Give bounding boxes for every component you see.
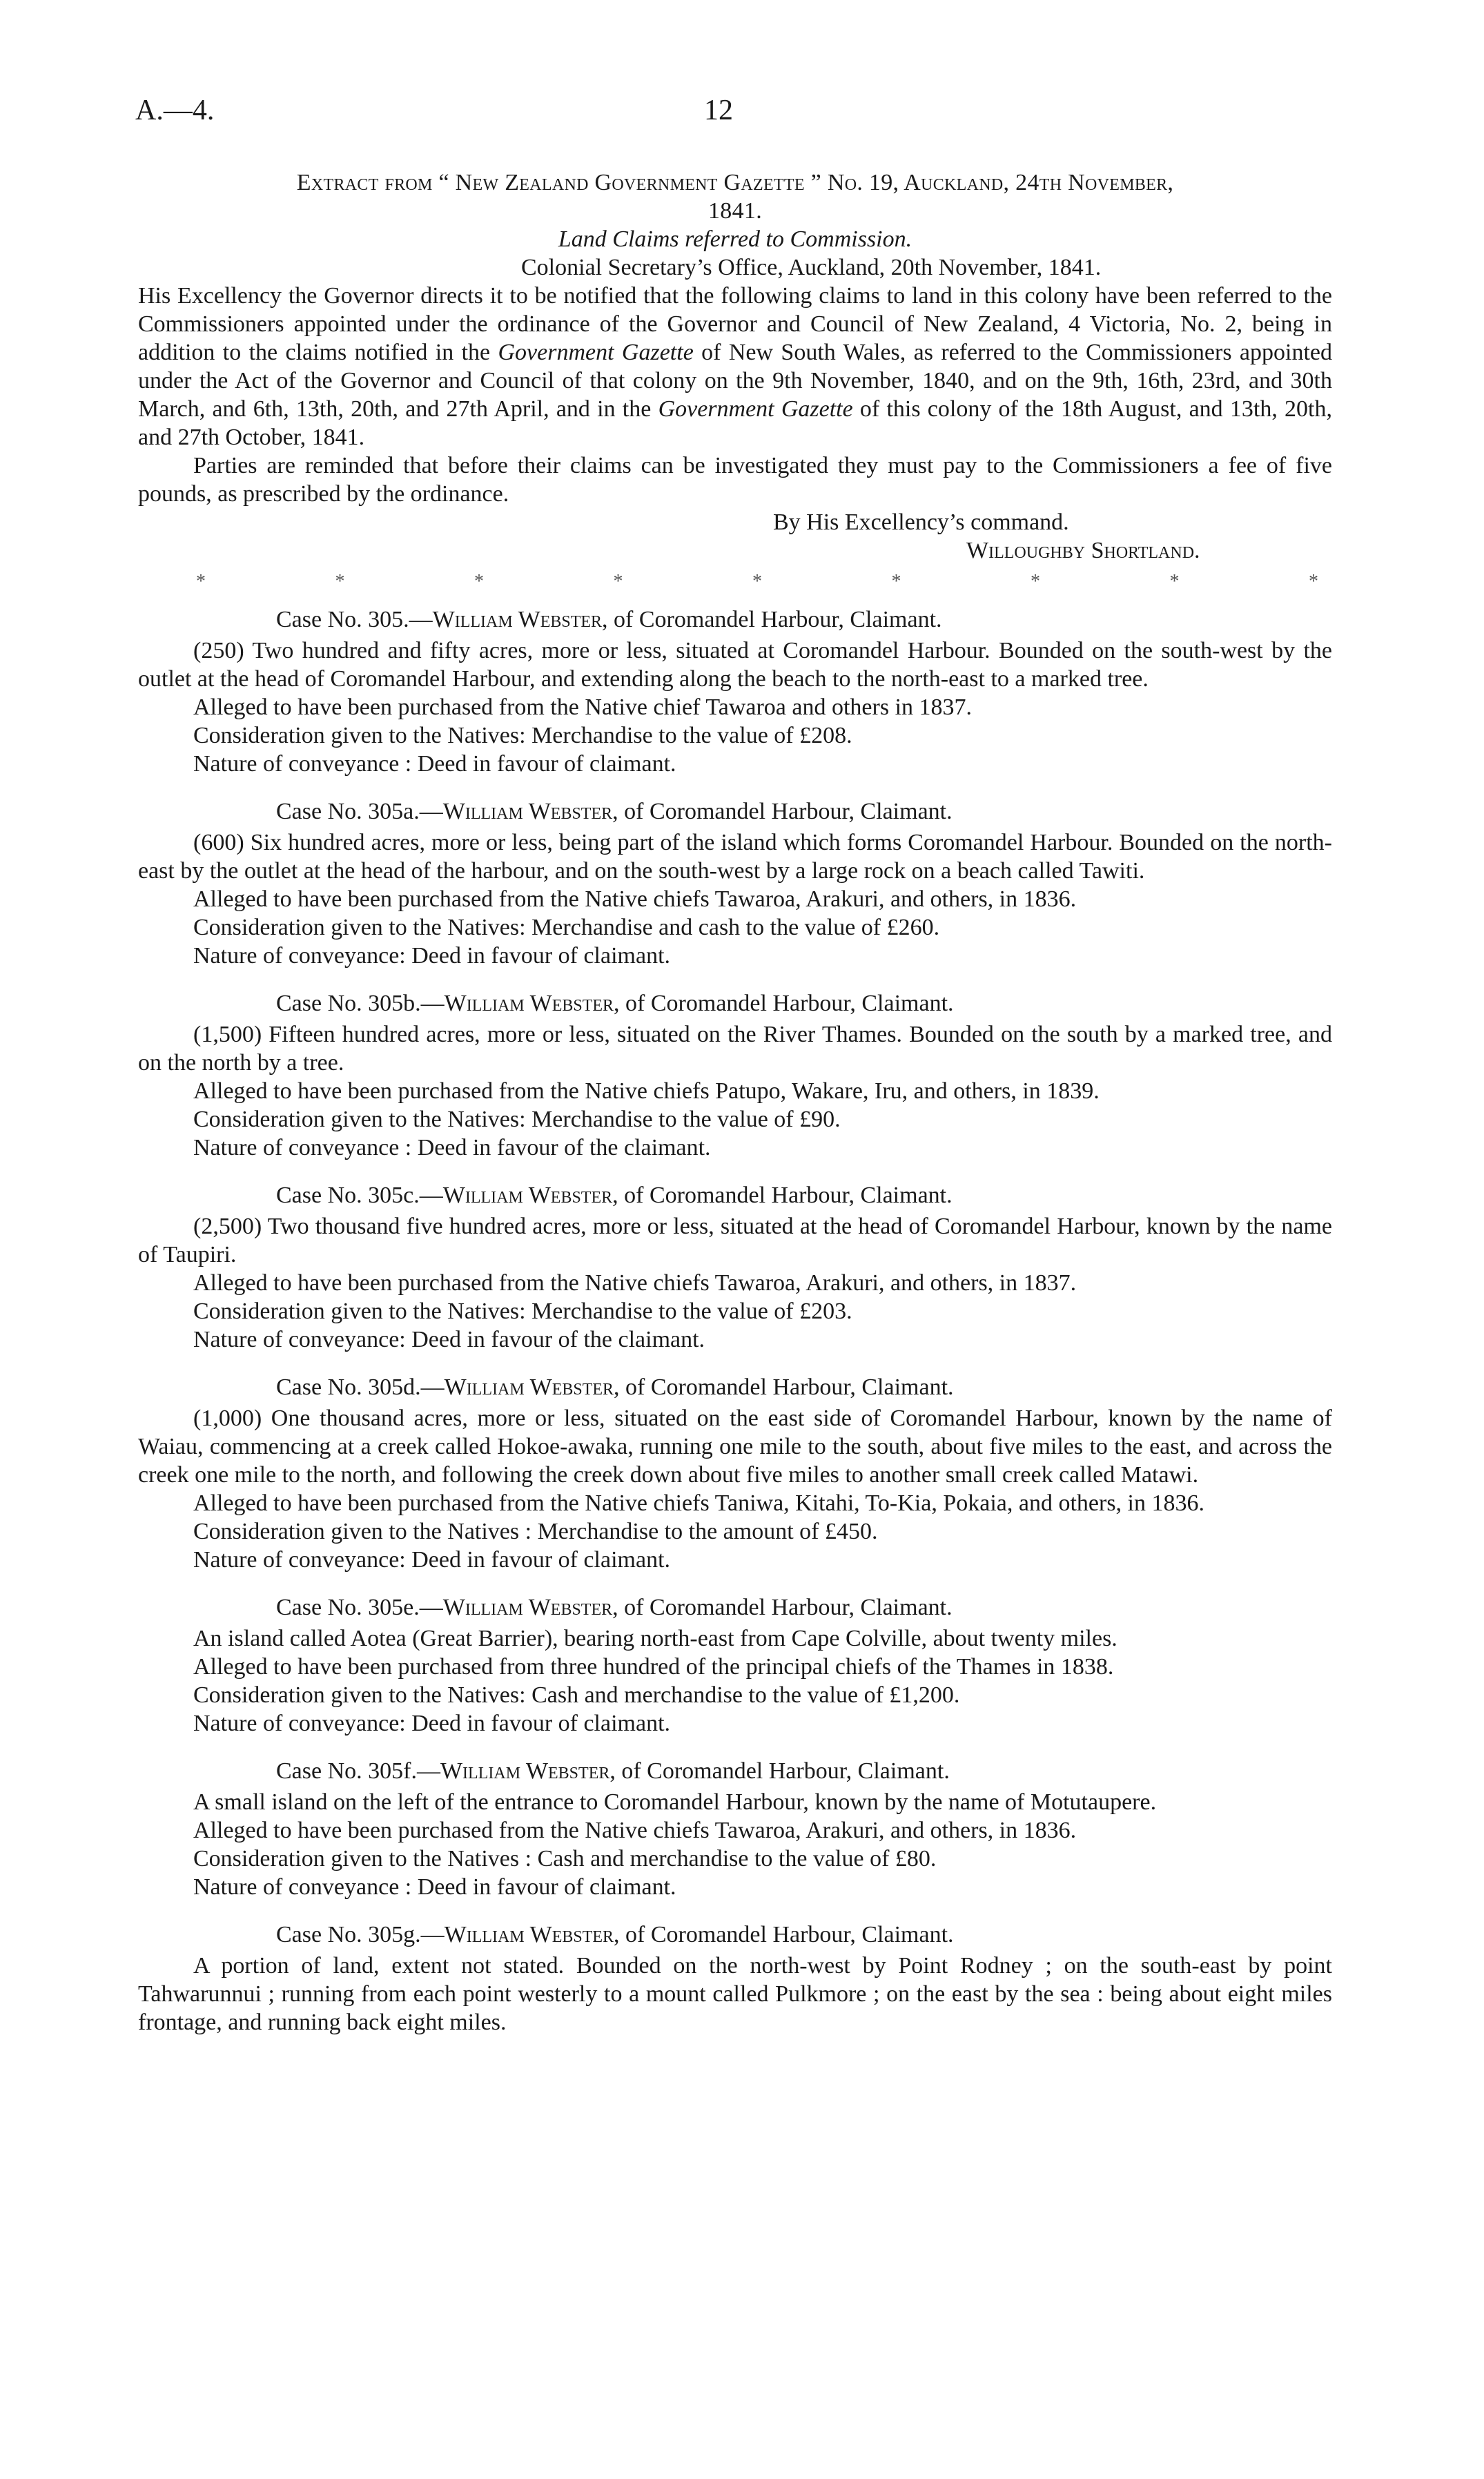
case-number: Case No. 305d.— (276, 1374, 445, 1400)
case-heading (138, 1181, 1332, 1209)
claimant-name: William Webster, (444, 1922, 620, 1947)
case-detail-line: Consideration given to the Natives: Merchandise and cash to the value of £260. (193, 915, 940, 940)
claimant-name: William Webster, (442, 1595, 618, 1620)
case-description: (2,500) Two thousand five hundred acres, more or less, situated at the head of Coromandel Harbour, known by the name of Taupiri. (138, 1214, 1332, 1267)
claimant-name: William Webster, (442, 1183, 618, 1208)
case-detail-line: Consideration given to the Natives: Merchandise to the value of £203. (193, 1299, 852, 1324)
case-block (138, 1181, 1332, 1354)
claimant-location: of Coromandel Harbour, Claimant. (615, 1758, 950, 1784)
case-block (138, 989, 1332, 1162)
case-description: (1,500) Fifteen hundred acres, more or less, situated on the River Thames. Bounded on the south by a marked tree, and on the north by a tree. (138, 1022, 1332, 1076)
case-block (138, 1593, 1332, 1738)
case-heading (138, 1921, 1332, 1949)
case-detail-line: Nature of conveyance : Deed in favour of claimant. (193, 751, 676, 777)
case-list (138, 605, 1332, 2036)
case-detail-line: Consideration given to the Natives: Cash and merchandise to the value of £1,200. (193, 1682, 960, 1708)
case-detail-line: Alleged to have been purchased from the Native chiefs Patupo, Wakare, Iru, and others, in 1839. (193, 1078, 1100, 1104)
asterisk: * (1031, 571, 1040, 592)
asterisk: * (196, 571, 206, 592)
case-number: Case No. 305f.— (276, 1758, 440, 1784)
notice-text: of New South Wales, as referred to the Commissioners appointed under the Act of the Governor and Council of that colony on the 9th November, 1840, and on the 9th, 16th, 23rd, and 30th March, and 6th, 13th, 20th, and 27th April, and in the (138, 340, 1332, 422)
case-number: Case No. 305a.— (276, 799, 443, 824)
case-detail-line: Consideration given to the Natives : Cash and merchandise to the value of £80. (193, 1846, 937, 1872)
case-number: Case No. 305c.— (276, 1183, 443, 1208)
case-heading (138, 1757, 1332, 1785)
paper-reference: A.—4. (135, 95, 215, 126)
asterisk: * (752, 571, 762, 592)
case-description: An island called Aotea (Great Barrier), bearing north-east from Cape Colville, about twenty miles. (193, 1626, 1117, 1651)
extract-title (138, 168, 1332, 225)
claimant-location: of Coromandel Harbour, Claimant. (619, 1374, 954, 1400)
gazette-reference: Government Gazette (498, 340, 694, 365)
asterisk: * (1169, 571, 1180, 592)
claimant-location: of Coromandel Harbour, Claimant. (619, 991, 954, 1016)
case-block (138, 797, 1332, 970)
case-number: Case No. 305b.— (276, 991, 445, 1016)
notice-text: of this colony of the 18th August, and 13th, 20th, and 27th October, 1841. (138, 396, 1332, 450)
case-detail-line: Nature of conveyance: Deed in favour of claimant. (193, 943, 671, 969)
case-detail-line: Alleged to have been purchased from the Native chiefs Tawaroa, Arakuri, and others, in 1836. (193, 1818, 1077, 1843)
page-header (0, 97, 1484, 138)
section-subtitle: Land Claims referred to Commission. (558, 226, 912, 252)
office-dateline: Colonial Secretary’s Office, Auckland, 20th November, 1841. (521, 255, 1102, 280)
case-detail-line: Alleged to have been purchased from the Native chiefs Tawaroa, Arakuri, and others, in 1836. (193, 886, 1077, 912)
signature: Willoughby Shortland. (966, 538, 1200, 563)
case-description: (250) Two hundred and fifty acres, more or less, situated at Coromandel Harbour. Bounded on the south-west by the outlet at the head of Coromandel Harbour, and extending along the beach to the north-east to a marked tree. (138, 638, 1332, 692)
notice-paragraph-1 (138, 282, 1332, 451)
claimant-name: William Webster, (444, 1374, 620, 1400)
case-detail-line: Consideration given to the Natives: Merchandise to the value of £90. (193, 1107, 841, 1132)
case-heading (138, 605, 1332, 634)
claimant-name: William Webster, (440, 1758, 616, 1784)
asterism-divider (138, 567, 1332, 596)
case-detail-line: Nature of conveyance: Deed in favour of claimant. (193, 1711, 671, 1736)
page-body (138, 168, 1332, 2036)
case-detail-line: Nature of conveyance: Deed in favour of claimant. (193, 1547, 671, 1573)
claimant-location: of Coromandel Harbour, Claimant. (618, 799, 953, 824)
extract-title-line-2: 1841. (708, 198, 762, 224)
command-line: By His Excellency’s command. (773, 509, 1069, 535)
case-heading (138, 797, 1332, 826)
case-detail-line: Nature of conveyance: Deed in favour of the claimant. (193, 1327, 705, 1352)
case-detail-line: Consideration given to the Natives : Merchandise to the amount of £450. (193, 1519, 878, 1544)
case-heading (138, 1593, 1332, 1622)
case-detail-line: Nature of conveyance : Deed in favour of the claimant. (193, 1135, 711, 1160)
case-detail-line: Nature of conveyance : Deed in favour of claimant. (193, 1874, 676, 1900)
case-detail-line: Alleged to have been purchased from the Native chief Tawaroa and others in 1837. (193, 694, 973, 720)
case-block (138, 1757, 1332, 1901)
claimant-location: of Coromandel Harbour, Claimant. (619, 1922, 954, 1947)
case-detail-line: Alleged to have been purchased from three hundred of the principal chiefs of the Thames in 1838. (193, 1654, 1114, 1680)
asterisk: * (474, 571, 484, 592)
extract-title-line-1: Extract from “ New Zealand Government Gazette ” No. 19, Auckland, 24th November, (296, 170, 1174, 195)
asterisk: * (613, 571, 623, 592)
asterisk: * (335, 571, 345, 592)
claimant-location: of Coromandel Harbour, Claimant. (618, 1595, 953, 1620)
claimant-name: William Webster, (442, 799, 618, 824)
case-number: Case No. 305e.— (276, 1595, 443, 1620)
notice-paragraph-2: Parties are reminded that before their claims can be investigated they must pay to the Commissioners a fee of five pounds, as prescribed by the ordinance. (138, 453, 1332, 507)
case-block (138, 1373, 1332, 1574)
case-description: (1,000) One thousand acres, more or less, situated on the east side of Coromandel Harbour, known by the name of Waiau, commencing at a creek called Hokoe-awaka, running one mile to the south, about five miles to the east, and across the creek one mile to the north, and following the creek down about five miles to another small creek called Matawi. (138, 1406, 1332, 1488)
case-heading (138, 1373, 1332, 1401)
case-detail-line: Alleged to have been purchased from the Native chiefs Taniwa, Kitahi, To-Kia, Pokaia, and others, in 1836. (193, 1490, 1205, 1516)
case-description: A small island on the left of the entrance to Coromandel Harbour, known by the name of Motutaupere. (193, 1789, 1157, 1815)
case-number: Case No. 305.— (276, 607, 433, 632)
case-description: A portion of land, extent not stated. Bounded on the north-west by Point Rodney ; on the south-east by point Tahwarunnui ; running from each point westerly to a mount called Pulkmore ; on the east by the sea : being about eight miles frontage, and running back eight miles. (138, 1953, 1332, 2035)
case-detail-line: Consideration given to the Natives: Merchandise to the value of £208. (193, 723, 852, 748)
claimant-name: William Webster, (444, 991, 620, 1016)
notice-text: His Excellency the Governor directs it to be notified that the following claims to land in this colony have been referred to the Commissioners appointed under the ordinance of the Governor and Council of New Zealand, 4 Victoria, No. 2, being in addition to the claims notified in the (138, 283, 1332, 365)
claimant-location: of Coromandel Harbour, Claimant. (607, 607, 942, 632)
case-block (138, 605, 1332, 778)
case-detail-line: Alleged to have been purchased from the Native chiefs Tawaroa, Arakuri, and others, in 1837. (193, 1270, 1077, 1296)
claimant-name: William Webster, (432, 607, 608, 632)
asterisk: * (891, 571, 901, 592)
claimant-location: of Coromandel Harbour, Claimant. (618, 1183, 953, 1208)
page-number: 12 (704, 95, 733, 126)
gazette-reference: Government Gazette (658, 396, 853, 422)
case-heading (138, 989, 1332, 1018)
case-description: (600) Six hundred acres, more or less, being part of the island which forms Coromandel Harbour. Bounded on the north-east by the outlet at the head of the harbour, and on the south-west by a large rock on a beach called Tawiti. (138, 830, 1332, 884)
case-block (138, 1921, 1332, 2036)
asterisk: * (1309, 571, 1318, 592)
case-number: Case No. 305g.— (276, 1922, 445, 1947)
